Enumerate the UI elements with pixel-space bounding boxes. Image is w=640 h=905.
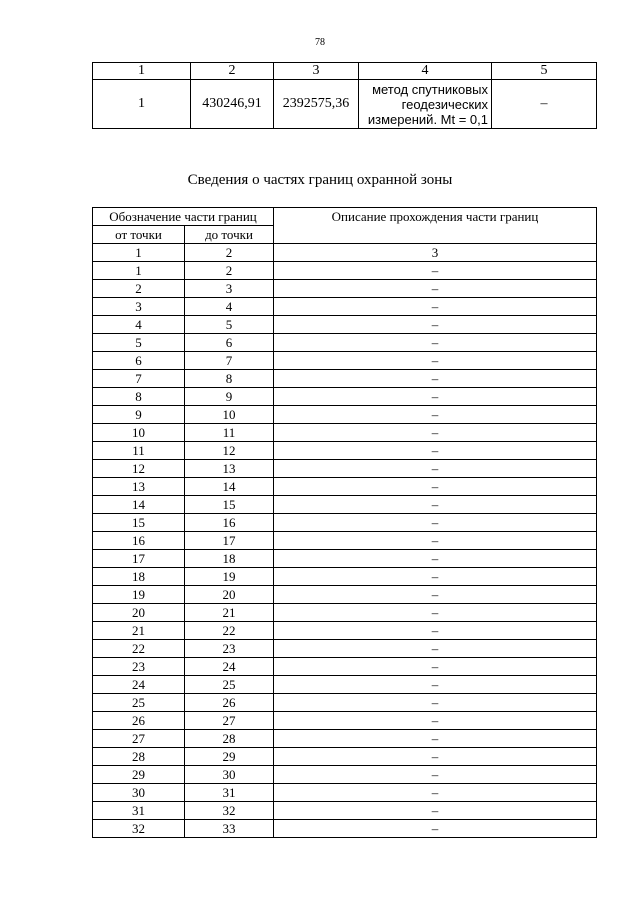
description-cell: –: [274, 658, 597, 676]
from-point-cell: 17: [93, 550, 185, 568]
description-cell: –: [274, 406, 597, 424]
description-cell: –: [274, 784, 597, 802]
header-cell: 5: [492, 63, 597, 80]
from-point-cell: 22: [93, 640, 185, 658]
to-point-cell: 8: [185, 370, 274, 388]
from-point-cell: 24: [93, 676, 185, 694]
description-cell: –: [274, 604, 597, 622]
table-row: [93, 730, 597, 748]
point-number: 1: [93, 80, 191, 129]
from-point-cell: 11: [93, 442, 185, 460]
description-cell: –: [274, 748, 597, 766]
measurement-method: метод спутниковых геодезических измерений. Mt = 0,1: [359, 80, 492, 129]
to-point-cell: 21: [185, 604, 274, 622]
description-cell: –: [274, 298, 597, 316]
to-point-cell: 24: [185, 658, 274, 676]
to-point-cell: 10: [185, 406, 274, 424]
from-point-cell: 1: [93, 262, 185, 280]
table-row: [93, 802, 597, 820]
table-row: [93, 820, 597, 838]
to-point-cell: 27: [185, 712, 274, 730]
column-number: 1: [93, 244, 185, 262]
to-point-cell: 28: [185, 730, 274, 748]
table-row: [93, 298, 597, 316]
description-cell: –: [274, 280, 597, 298]
to-point-cell: 29: [185, 748, 274, 766]
to-point-cell: 14: [185, 478, 274, 496]
table-row: [93, 262, 597, 280]
description-cell: –: [274, 766, 597, 784]
from-point-cell: 27: [93, 730, 185, 748]
from-point-cell: 19: [93, 586, 185, 604]
table-row: [93, 784, 597, 802]
table-row: [93, 658, 597, 676]
to-point-cell: 33: [185, 820, 274, 838]
description-cell: –: [274, 442, 597, 460]
table-row: [93, 532, 597, 550]
to-point-cell: 12: [185, 442, 274, 460]
page-number: 78: [315, 37, 325, 48]
to-point-cell: 4: [185, 298, 274, 316]
description-cell: –: [274, 568, 597, 586]
table-row: [93, 514, 597, 532]
to-point-cell: 26: [185, 694, 274, 712]
table-row: [93, 460, 597, 478]
table-row: [93, 622, 597, 640]
header-cell: 1: [93, 63, 191, 80]
to-point-cell: 7: [185, 352, 274, 370]
table-row: [93, 586, 597, 604]
description-cell: –: [274, 550, 597, 568]
parts-table-body: [93, 262, 597, 838]
from-point-cell: 21: [93, 622, 185, 640]
description-cell: –: [274, 316, 597, 334]
description-cell: –: [274, 676, 597, 694]
table-row: [93, 442, 597, 460]
to-point-cell: 18: [185, 550, 274, 568]
table-row: [93, 424, 597, 442]
header-from-point: от точки: [93, 226, 185, 244]
description-cell: –: [274, 496, 597, 514]
note-cell: –: [492, 80, 597, 129]
from-point-cell: 15: [93, 514, 185, 532]
to-point-cell: 31: [185, 784, 274, 802]
header-cell: 3: [274, 63, 359, 80]
from-point-cell: 4: [93, 316, 185, 334]
description-cell: –: [274, 694, 597, 712]
from-point-cell: 8: [93, 388, 185, 406]
coordinates-table: [92, 62, 597, 129]
description-cell: –: [274, 712, 597, 730]
table-row: [93, 640, 597, 658]
table-row: [93, 496, 597, 514]
coordinate-x: 430246,91: [191, 80, 274, 129]
to-point-cell: 17: [185, 532, 274, 550]
description-cell: –: [274, 586, 597, 604]
from-point-cell: 7: [93, 370, 185, 388]
table-row: [93, 766, 597, 784]
description-cell: –: [274, 478, 597, 496]
from-point-cell: 14: [93, 496, 185, 514]
table-row: [93, 694, 597, 712]
table-row: [93, 334, 597, 352]
header-group-label: Обозначение части границ: [93, 208, 274, 226]
from-point-cell: 30: [93, 784, 185, 802]
from-point-cell: 12: [93, 460, 185, 478]
to-point-cell: 13: [185, 460, 274, 478]
description-cell: –: [274, 352, 597, 370]
table-row: [93, 478, 597, 496]
from-point-cell: 32: [93, 820, 185, 838]
column-number: 3: [274, 244, 597, 262]
table-row: [93, 388, 597, 406]
header-description: Описание прохождения части границ: [274, 208, 597, 244]
from-point-cell: 13: [93, 478, 185, 496]
header-cell: 4: [359, 63, 492, 80]
from-point-cell: 29: [93, 766, 185, 784]
to-point-cell: 30: [185, 766, 274, 784]
from-point-cell: 26: [93, 712, 185, 730]
to-point-cell: 3: [185, 280, 274, 298]
to-point-cell: 6: [185, 334, 274, 352]
header-cell: 2: [191, 63, 274, 80]
from-point-cell: 20: [93, 604, 185, 622]
to-point-cell: 2: [185, 262, 274, 280]
from-point-cell: 9: [93, 406, 185, 424]
description-cell: –: [274, 370, 597, 388]
table-row: [93, 316, 597, 334]
description-cell: –: [274, 262, 597, 280]
description-cell: –: [274, 334, 597, 352]
from-point-cell: 5: [93, 334, 185, 352]
from-point-cell: 6: [93, 352, 185, 370]
description-cell: –: [274, 730, 597, 748]
description-cell: –: [274, 460, 597, 478]
to-point-cell: 5: [185, 316, 274, 334]
table-row: [93, 550, 597, 568]
header-to-point: до точки: [185, 226, 274, 244]
to-point-cell: 25: [185, 676, 274, 694]
from-point-cell: 2: [93, 280, 185, 298]
description-cell: –: [274, 640, 597, 658]
to-point-cell: 22: [185, 622, 274, 640]
from-point-cell: 16: [93, 532, 185, 550]
description-cell: –: [274, 820, 597, 838]
to-point-cell: 20: [185, 586, 274, 604]
table-row: [93, 748, 597, 766]
from-point-cell: 18: [93, 568, 185, 586]
table-row: [93, 370, 597, 388]
coordinates-data-row: [93, 80, 597, 129]
from-point-cell: 28: [93, 748, 185, 766]
description-cell: –: [274, 424, 597, 442]
description-cell: –: [274, 388, 597, 406]
table-row: [93, 352, 597, 370]
to-point-cell: 15: [185, 496, 274, 514]
from-point-cell: 10: [93, 424, 185, 442]
parts-header-row: [93, 208, 597, 226]
description-cell: –: [274, 532, 597, 550]
table-row: [93, 604, 597, 622]
from-point-cell: 3: [93, 298, 185, 316]
table-row: [93, 676, 597, 694]
description-cell: –: [274, 514, 597, 532]
from-point-cell: 23: [93, 658, 185, 676]
to-point-cell: 32: [185, 802, 274, 820]
table-row: [93, 712, 597, 730]
to-point-cell: 23: [185, 640, 274, 658]
to-point-cell: 9: [185, 388, 274, 406]
parts-column-number-row: [93, 244, 597, 262]
from-point-cell: 31: [93, 802, 185, 820]
coordinates-header-row: [93, 63, 597, 80]
table-row: [93, 280, 597, 298]
table-row: [93, 406, 597, 424]
section-title: Сведения о частях границ охранной зоны: [187, 172, 453, 188]
to-point-cell: 19: [185, 568, 274, 586]
from-point-cell: 25: [93, 694, 185, 712]
column-number: 2: [185, 244, 274, 262]
description-cell: –: [274, 802, 597, 820]
boundary-parts-table: [92, 207, 597, 838]
coordinate-y: 2392575,36: [274, 80, 359, 129]
to-point-cell: 11: [185, 424, 274, 442]
table-row: [93, 568, 597, 586]
description-cell: –: [274, 622, 597, 640]
to-point-cell: 16: [185, 514, 274, 532]
